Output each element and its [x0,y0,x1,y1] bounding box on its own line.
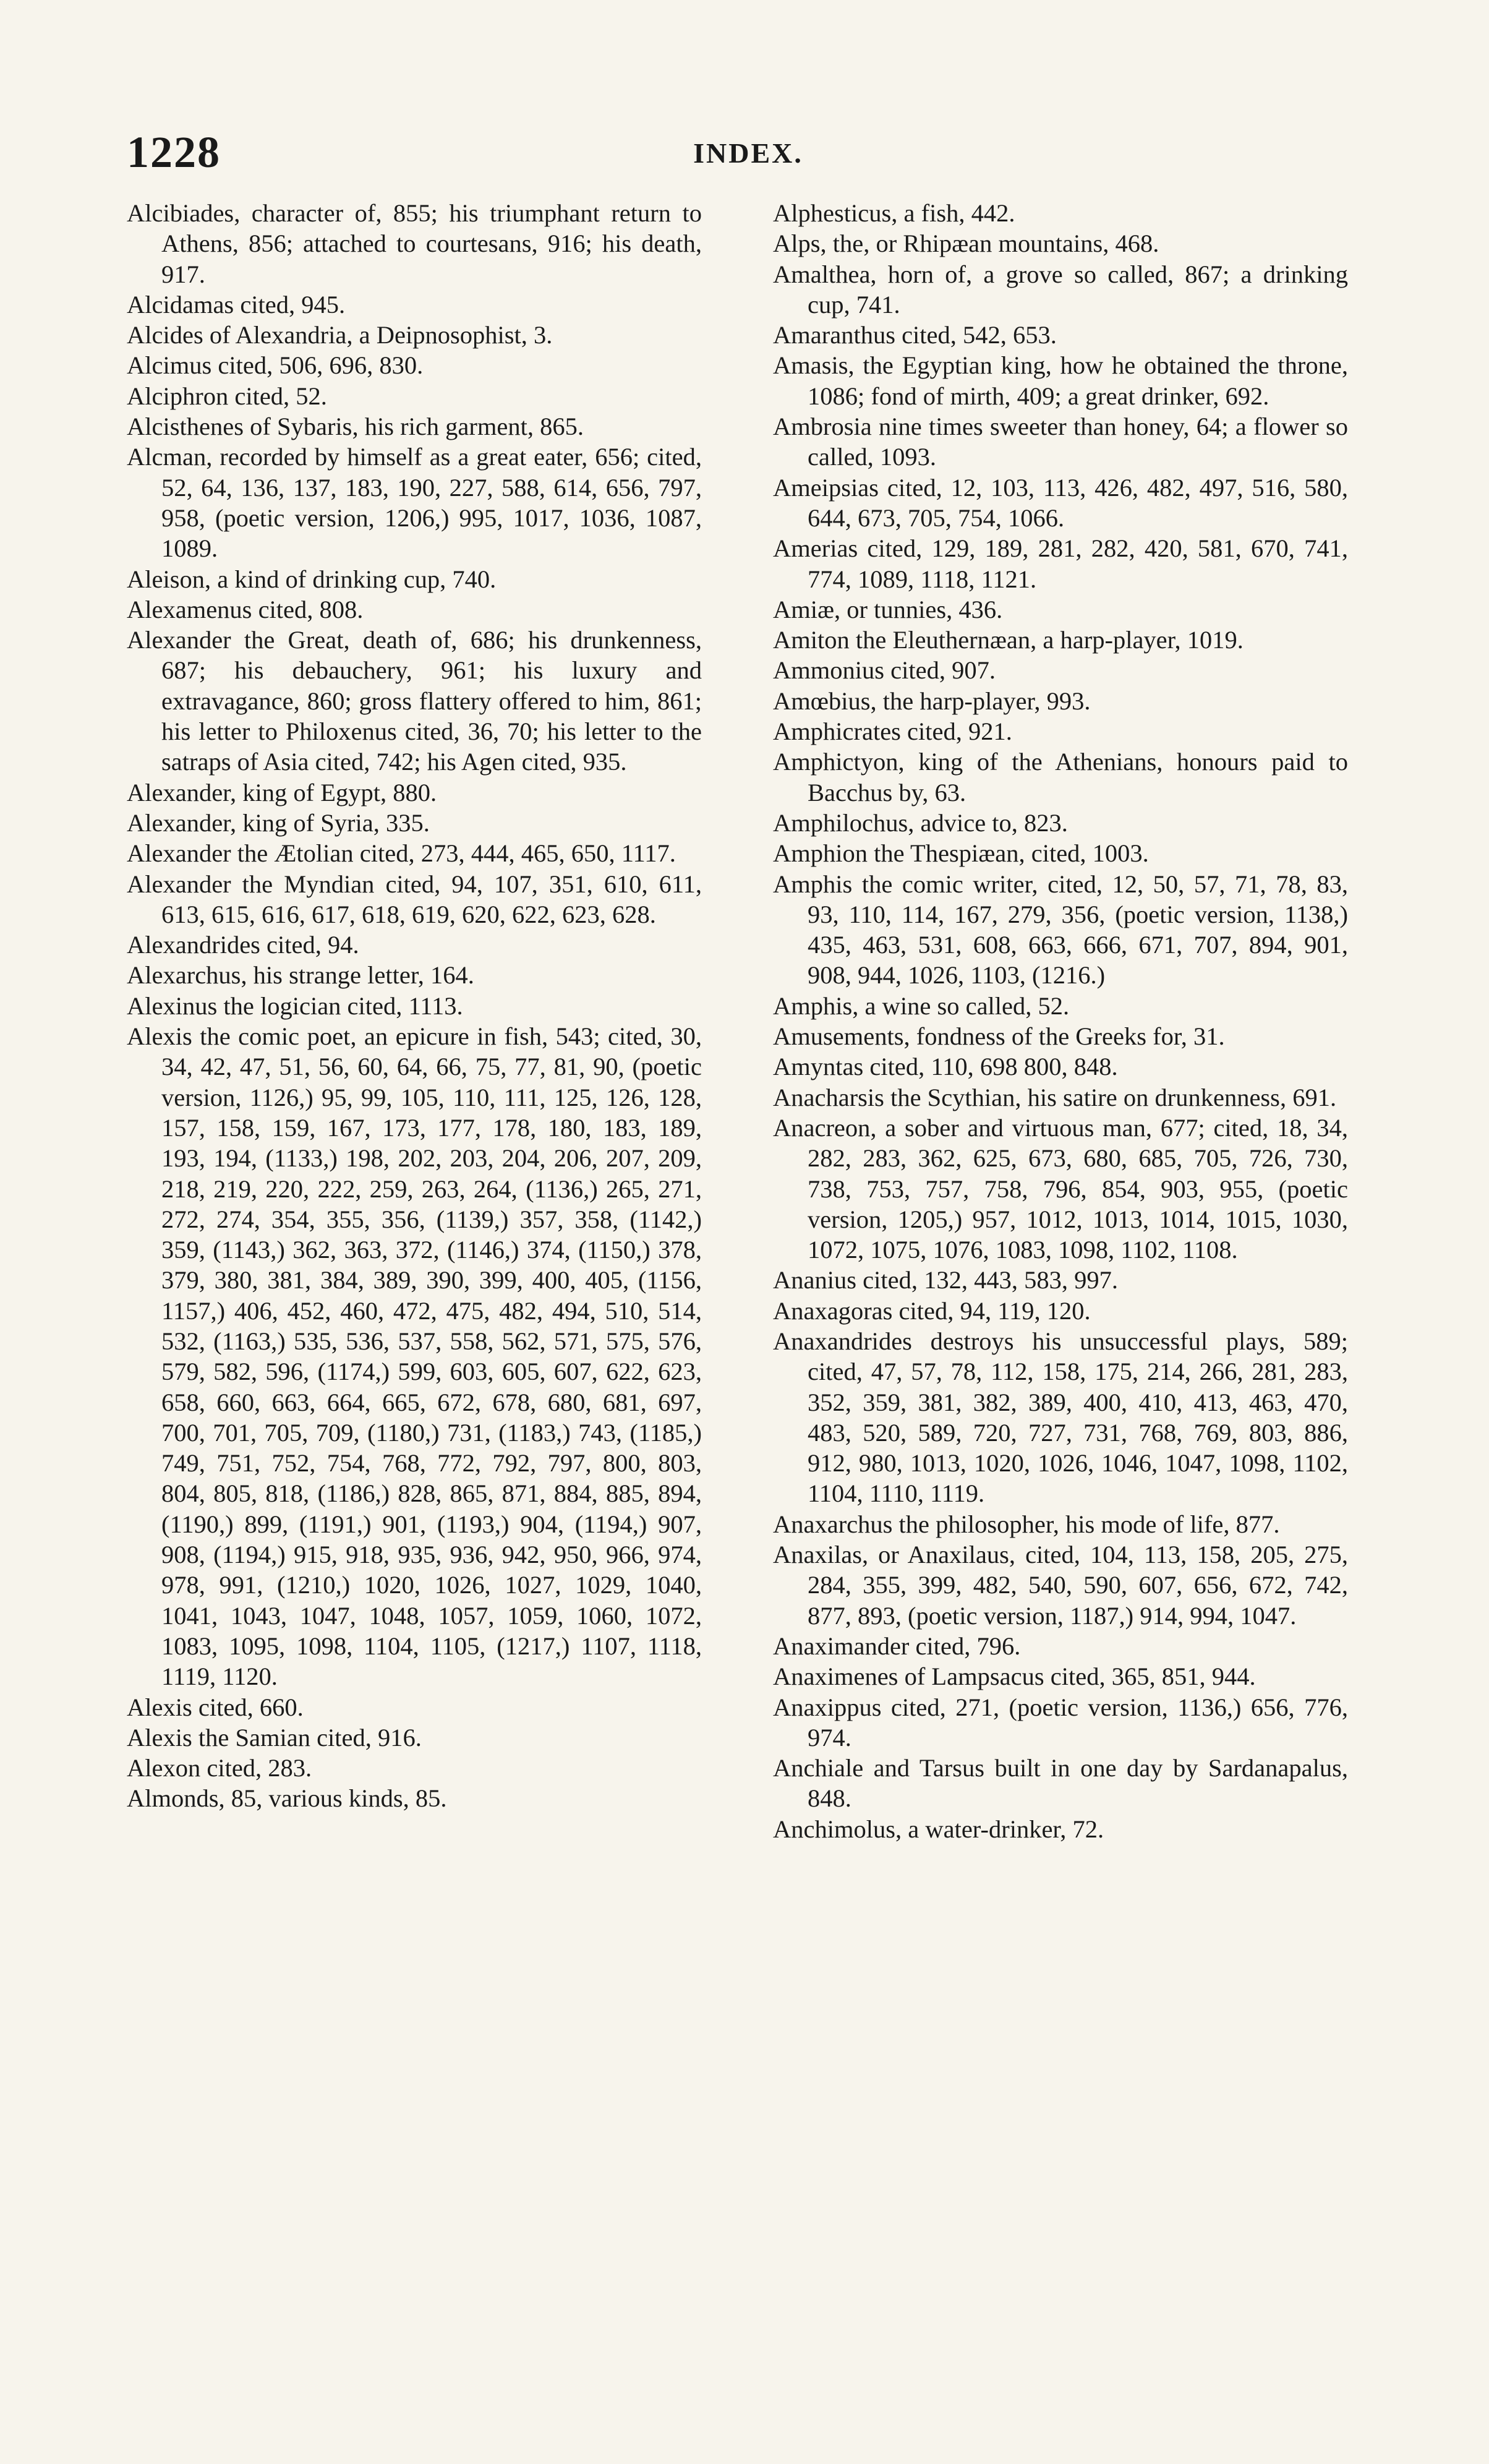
index-entry: Alcidamas cited, 945. [127,290,346,319]
index-entry: Alciphron cited, 52. [127,382,327,410]
index-entry: Anaxarchus the philosopher, his mode of life, 877. [773,1510,1280,1538]
page-header [127,127,1370,195]
index-entry: Amiton the Eleuthernæan, a harp-player, 1019. [773,626,1244,654]
index-entry: Amphis the comic writer, cited, 12, 50, 57, 71, 78, 83, 93, 110, 114, 167, 279, 356, (poetic version, 1138,) 435, 463, 531, 608, 663, 666, 671, 707, 894, 901, 908, 944, 1026, 1103, (1216.) [773,870,1348,990]
index-entry: Alexon cited, 283. [127,1754,312,1782]
index-entry: Alexamenus cited, 808. [127,595,364,623]
index-entry: Ananius cited, 132, 443, 583, 997. [773,1266,1118,1294]
index-entry: Alcibiades, character of, 855; his triumphant return to Athens, 856; attached to courtesans, 916; his death, 917. [127,199,702,288]
index-entry: Anchiale and Tarsus built in one day by Sardanapalus, 848. [773,1754,1348,1813]
index-entry: Amiæ, or tunnies, 436. [773,595,1003,623]
index-entry: Amerias cited, 129, 189, 281, 282, 420, 581, 670, 741, 774, 1089, 1118, 1121. [773,534,1348,593]
index-entry: Alexander, king of Syria, 335. [127,808,430,837]
index-entry: Alexander the Myndian cited, 94, 107, 351, 610, 611, 613, 615, 616, 617, 618, 619, 620, 622, 623, 628. [127,870,702,928]
index-entry: Amphis, a wine so called, 52. [773,991,1070,1020]
index-entry: Ammonius cited, 907. [773,656,996,685]
index-entry: Amphictyon, king of the Athenians, honours paid to Bacchus by, 63. [773,748,1348,806]
index-entry: Amalthea, horn of, a grove so called, 867; a drinking cup, 741. [773,260,1348,319]
index-entry: Alexis the Samian cited, 916. [127,1723,422,1752]
index-entry: Alphesticus, a fish, 442. [773,199,1015,227]
index-entry: Amphicrates cited, 921. [773,717,1012,746]
index-entry: Alexarchus, his strange letter, 164. [127,961,474,990]
index-entry: Alexis cited, 660. [127,1693,304,1721]
index-entry: Alexinus the logician cited, 1113. [127,991,463,1020]
index-entry: Alexander, king of Egypt, 880. [127,778,437,806]
index-entry: Amusements, fondness of the Greeks for, 31. [773,1022,1225,1051]
index-entry: Alexander the Great, death of, 686; his drunkenness, 687; his debauchery, 961; his luxury and extravagance, 860; gross flattery offered to him, 861; his letter to Philoxenus cited, 36, 70; his letter to the satraps of Asia cited, 742; his Agen cited, 935. [127,626,702,776]
index-entry: Almonds, 85, various kinds, 85. [127,1784,447,1813]
index-entry: Anaxagoras cited, 94, 119, 120. [773,1296,1091,1325]
index-entry: Amyntas cited, 110, 698 800, 848. [773,1053,1118,1081]
page-number: 1228 [127,127,221,177]
index-entry: Anacharsis the Scythian, his satire on drunkenness, 691. [773,1083,1337,1111]
index-entry: Ambrosia nine times sweeter than honey, 64; a flower so called, 1093. [773,413,1348,471]
index-entry: Anchimolus, a water-drinker, 72. [773,1815,1104,1843]
index-entry: Alcman, recorded by himself as a great eater, 656; cited, 52, 64, 136, 137, 183, 190, 227, 588, 614, 656, 797, 958, (poetic version, 1206,) 995, 1017, 1036, 1087, 1089. [127,443,702,563]
right-index-column [773,198,1348,1844]
index-entry: Amœbius, the harp-player, 993. [773,687,1091,715]
index-entry: Aleison, a kind of drinking cup, 740. [127,565,497,593]
index-entry: Amasis, the Egyptian king, how he obtained the throne, 1086; fond of mirth, 409; a great drinker, 692. [773,351,1348,410]
index-entry: Amphilochus, advice to, 823. [773,808,1068,837]
index-entry: Anaximenes of Lampsacus cited, 365, 851, 944. [773,1662,1256,1691]
index-entry: Anaxippus cited, 271, (poetic version, 1136,) 656, 776, 974. [773,1693,1348,1752]
index-entry: Alexis the comic poet, an epicure in fish, 543; cited, 30, 34, 42, 47, 51, 56, 60, 64, 66, 75, 77, 81, 90, (poetic version, 1126,) 95, 99, 105, 110, 111, 125, 126, 128, 157, 158, 159, 167, 173, 177, 178, 180, 183, 189, 193, 194, (1133,) 198, 202, 203, 204, 206, 207, 209, 218, 219, 220, 222, 259, 263, 264, (1136,) 265, 271, 272, 274, 354, 355, 356, (1139,) 357, 358, (1142,) 359, (1143,) 362, 363, 372, (1146,) 374, (1150,) 378, 379, 380, 381, 384, 389, 390, 399, 400, 405, (1156, 1157,) 406, 452, 460, 472, 475, 482, 494, 510, 514, 532, (1163,) 535, 536, 537, 558, 562, 571, 575, 576, 579, 582, 596, (1174,) 599, 603, 605, 607, 622, 623, 658, 660, 663, 664, 665, 672, 678, 680, 681, 697, 700, 701, 705, 709, (1180,) 731, (1183,) 743, (1185,) 749, 751, 752, 754, 768, 772, 792, 797, 800, 803, 804, 805, 818, (1186,) 828, 865, 871, 884, 885, 894, (1190,) 899, (1191,) 901, (1193,) 904, (1194,) 907, 908, (1194,) 915, 918, 935, 936, 942, 950, 966, 974, 978, 991, (1210,) 1020, 1026, 1027, 1029, 1040, 1041, 1043, 1047, 1048, 1057, 1059, 1060, 1072, 1083, 1095, 1098, 1104, 1105, (1217,) 1107, 1118, 1119, 1120. [127,1022,702,1691]
index-entry: Amphion the Thespiæan, cited, 1003. [773,839,1149,868]
index-entry: Alcides of Alexandria, a Deipnosophist, 3. [127,321,553,349]
index-entry: Alps, the, or Rhipæan mountains, 468. [773,229,1159,258]
index-entry: Anaxandrides destroys his unsuccessful plays, 589; cited, 47, 57, 78, 112, 158, 175, 214, 266, 281, 283, 352, 359, 381, 382, 389, 400, 410, 413, 463, 470, 483, 520, 589, 720, 727, 731, 768, 769, 803, 886, 912, 980, 1013, 1020, 1026, 1046, 1047, 1098, 1102, 1104, 1110, 1119. [773,1327,1348,1508]
index-entry: Anacreon, a sober and virtuous man, 677; cited, 18, 34, 282, 283, 362, 625, 673, 680, 685, 705, 726, 730, 738, 753, 757, 758, 796, 854, 903, 955, (poetic version, 1205,) 957, 1012, 1013, 1014, 1015, 1030, 1072, 1075, 1076, 1083, 1098, 1102, 1108. [773,1113,1348,1264]
index-entry: Anaxilas, or Anaxilaus, cited, 104, 113, 158, 205, 275, 284, 355, 399, 482, 540, 590, 607, 656, 672, 742, 877, 893, (poetic version, 1187,) 914, 994, 1047. [773,1541,1348,1630]
index-entry: Alcimus cited, 506, 696, 830. [127,351,424,380]
index-entry: Anaximander cited, 796. [773,1632,1021,1660]
left-index-column [127,198,702,1814]
index-entry: Alexander the Ætolian cited, 273, 444, 465, 650, 1117. [127,839,676,868]
index-entry: Alcisthenes of Sybaris, his rich garment, 865. [127,413,584,441]
running-title: INDEX. [693,137,803,169]
index-entry: Ameipsias cited, 12, 103, 113, 426, 482, 497, 516, 580, 644, 673, 705, 754, 1066. [773,473,1348,532]
index-entry: Alexandrides cited, 94. [127,931,359,959]
index-entry: Amaranthus cited, 542, 653. [773,321,1057,349]
